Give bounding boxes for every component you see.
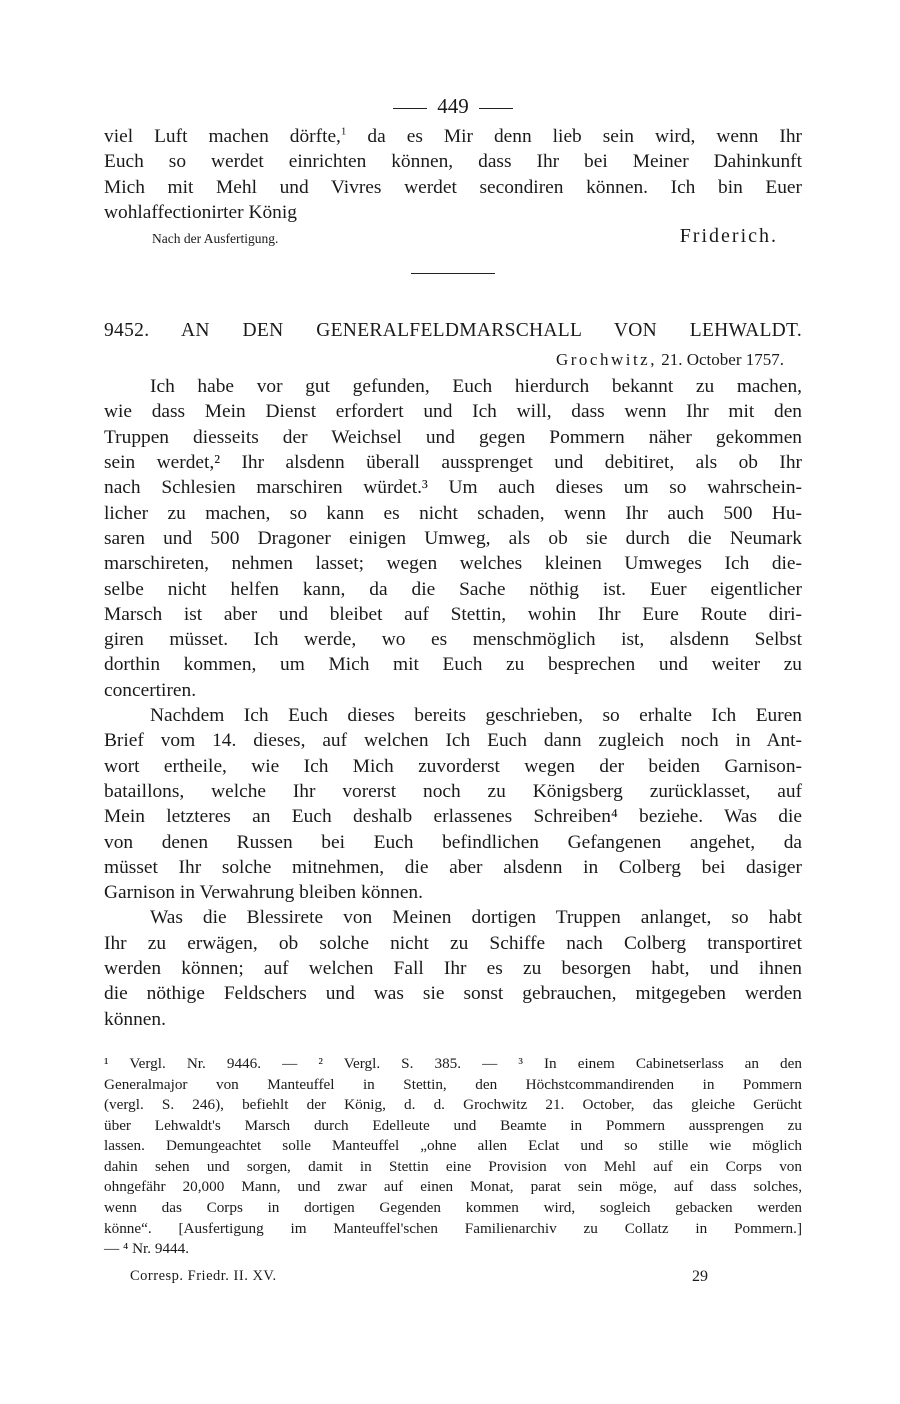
- p2-line: Mein letzteres an Euch deshalb erlassenes Schreiben⁴ beziehe. Was die: [104, 806, 802, 828]
- page-header: [104, 88, 802, 124]
- p1-line: marschireten, nehmen lasset; wegen welches kleinen Umweges Ich die-: [104, 553, 802, 575]
- p1-line: giren müsset. Ich werde, wo es menschmöglich ist, alsdenn Selbst: [104, 629, 802, 651]
- p1-line: concertiren.: [104, 679, 197, 701]
- document-title: AN DEN GENERALFELDMARSCHALL VON LEHWALDT.: [181, 320, 802, 342]
- p1-line: saren und 500 Dragoner einigen Umweg, als ob sie durch die Neumark: [104, 527, 802, 549]
- footnote-line: wenn das Corps in dortigen Gegenden kommen wird, sogleich gebacken werden: [104, 1199, 802, 1217]
- p2-line: bataillons, welche Ihr vorerst noch zu Königsberg zurücklasset, auf: [104, 780, 802, 802]
- footnote-line: lassen. Demungeachtet solle Manteuffel „ohne allen Eclat und so stille wie möglich: [104, 1137, 802, 1155]
- p1-line: wie dass Mein Dienst erfordert und Ich will, dass wenn Ihr mit den: [104, 401, 802, 423]
- p3-line: werden können; auf welchen Fall Ihr es zu besorgen habt, und ihnen: [104, 958, 802, 980]
- paragraph-1: [104, 374, 802, 703]
- date: 21. October 1757.: [661, 350, 784, 370]
- footnote-line: ¹ Vergl. Nr. 9446. — ² Vergl. S. 385. — ³ In einem Cabinetserlass an den: [104, 1054, 802, 1072]
- p2-line: Garnison in Verwahrung bleiben können.: [104, 882, 423, 904]
- paragraph-3: [104, 905, 802, 1031]
- header-dash-right: [479, 108, 513, 109]
- place: Grochwitz,: [555, 350, 657, 370]
- footnote-line: Generalmajor von Manteuffel in Stettin, den Höchstcommandirenden in Pommern: [104, 1075, 802, 1093]
- intro-line-2: Euch so werdet einrichten können, dass Ihr bei Meiner Dahinkunft: [104, 151, 802, 173]
- intro-line-4: wohlaffectionirter König: [104, 201, 297, 223]
- footnote-line: — ⁴ Nr. 9444.: [104, 1240, 190, 1258]
- p1-line: dorthin kommen, um Mich mit Euch zu besprechen und weiter zu: [104, 654, 802, 676]
- intro-text: [104, 124, 802, 225]
- footnote-line: könne“. [Ausfertigung im Manteuffel'schen Familienarchiv zu Collatz in Pommern.]: [104, 1219, 802, 1237]
- p3-line: die nöthige Feldschers und was sie sonst gebrauchen, mitgegeben werden: [104, 983, 802, 1005]
- header-dash-left: [393, 108, 427, 109]
- footnote-line: dahin sehen und sorgen, damit in Stettin eine Provision von Mehl auf ein Corps von: [104, 1157, 802, 1175]
- document-heading: [104, 320, 802, 342]
- p2-line: wort ertheile, wie Ich Mich zuvorderst wegen der beiden Garnison-: [104, 755, 802, 777]
- page-number: 449: [437, 94, 469, 118]
- p2-line: von denen Russen bei Euch befindlichen Gefangenen angehet, da: [104, 831, 802, 853]
- source-note: Nach der Ausfertigung.: [152, 231, 279, 247]
- p1-line: sein werdet,² Ihr alsdenn überall aussprenget und debitiret, als ob Ihr: [104, 452, 802, 474]
- p3-line: können.: [104, 1008, 166, 1030]
- p1-line: Ich habe vor gut gefunden, Euch hierdurch bekannt zu machen,: [150, 376, 802, 398]
- signature: Friderich.: [679, 225, 778, 248]
- p2-line: müsset Ihr solche mitnehmen, die aber alsdenn in Colberg bei dasiger: [104, 856, 802, 878]
- page-footer: [104, 1268, 802, 1296]
- p1-line: Truppen diesseits der Weichsel und gegen Pommern näher gekommen: [104, 426, 802, 448]
- footnotes: [104, 1054, 802, 1260]
- p2-line: Nachdem Ich Euch dieses bereits geschrieben, so erhalte Ich Euren: [150, 705, 802, 727]
- place-date: [104, 348, 802, 372]
- footnote-line: ohngefähr 20,000 Mann, und zwar auf einen Monat, parat sein möge, auf dass solches,: [104, 1178, 802, 1196]
- signature-row: [104, 225, 802, 255]
- intro-line-3: Mich mit Mehl und Vivres werdet secondiren können. Ich bin Euer: [104, 176, 802, 198]
- p1-line: licher zu machen, so kann es nicht schaden, wenn Ihr auch 500 Hu-: [104, 502, 802, 524]
- page: [104, 88, 802, 1296]
- paragraph-2: [104, 703, 802, 905]
- p3-line: Was die Blessirete von Meinen dortigen Truppen anlanget, so habt: [150, 907, 802, 929]
- footer-signature: Corresp. Friedr. II. XV.: [130, 1267, 277, 1284]
- p1-line: nach Schlesien marschiren würdet.³ Um auch dieses um so wahrschein-: [104, 477, 802, 499]
- p1-line: Marsch ist aber und bleibet auf Stettin, wohin Ihr Eure Route diri-: [104, 603, 802, 625]
- footnote-line: (vergl. S. 246), befiehlt der König, d. d. Grochwitz 21. October, das gleiche Gerücht: [104, 1096, 802, 1114]
- intro-line-1: viel Luft machen dörfte,$^1$ da es Mir denn lieb sein wird, wenn Ihr: [104, 125, 802, 147]
- section-divider: [411, 273, 495, 274]
- footnote-ref-1: 1: [340, 125, 347, 138]
- p2-line: Brief vom 14. dieses, auf welchen Ich Euch dann zugleich noch in Ant-: [104, 730, 802, 752]
- footnote-line: über Lehwaldt's Marsch durch Edelleute und Beamte in Pommern aussprengen zu: [104, 1116, 802, 1134]
- p3-line: Ihr zu erwägen, ob solche nicht zu Schiffe nach Colberg transportiret: [104, 932, 802, 954]
- footer-sheet-number: 29: [692, 1267, 708, 1285]
- p1-line: selbe nicht helfen kann, da die Sache nöthig ist. Euer eigentlicher: [104, 578, 802, 600]
- document-number: 9452.: [104, 320, 150, 342]
